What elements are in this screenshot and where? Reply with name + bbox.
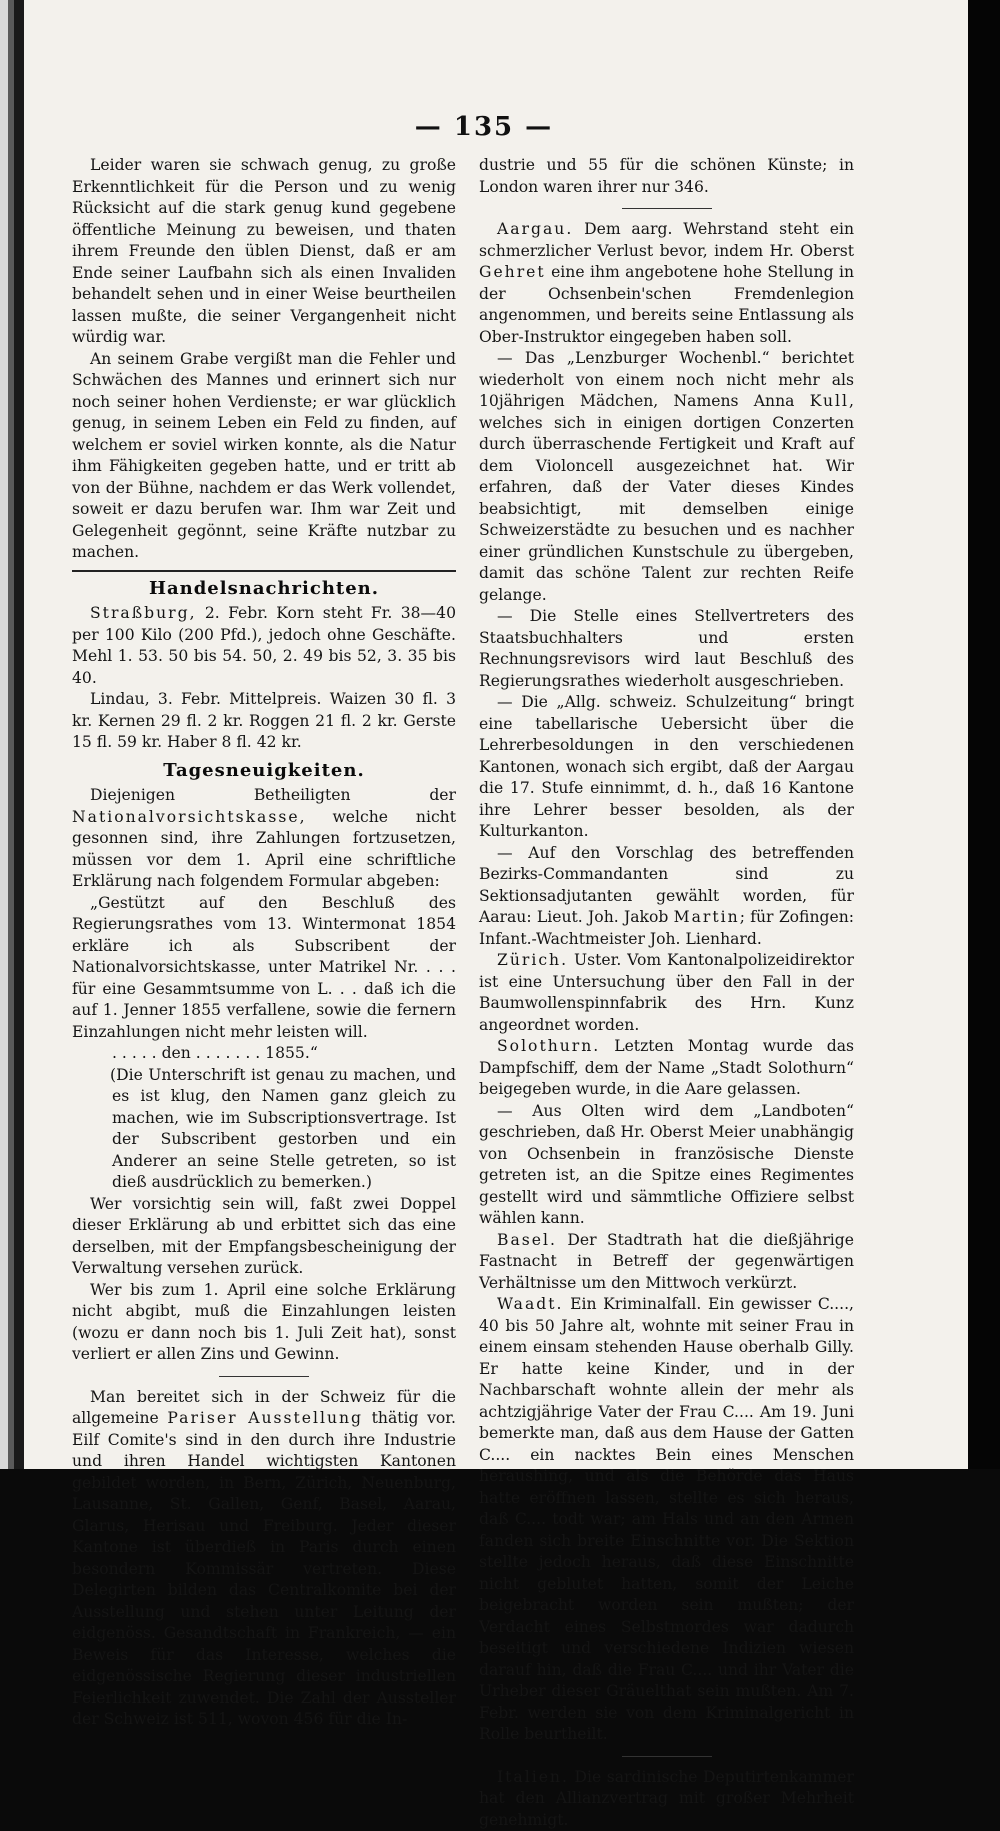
newspaper-page (24, 0, 968, 1469)
obituary-paragraph-2: An seinem Grabe vergißt man die Fehler und Schwächen des Mannes und erinnert sich nur noch seiner hohen Verdienste; er war glücklich genug, in seinem Leben ein Feld zu finden, auf welchem er soviel wirken konnte, als die Natur ihm Fähigkeiten gegeben hatte, und er tritt ab von der Bühne, nachdem er das Werk vollendet, soweit er dazu berufen war. Ihm war Zeit und Gelegenheit gegönnt, seine Kräfte nutzbar zu machen. (72, 349, 456, 564)
name-kull: Kull (810, 392, 849, 410)
news-waadt (479, 1294, 854, 1746)
news-aargau (479, 219, 854, 348)
name-martin: Martin (674, 908, 740, 926)
place-lindau: Lindau, (90, 690, 150, 708)
news-olten: — Aus Olten wird dem „Landboten“ geschrieben, daß Hr. Oberst Meier unabhängig von Ochsenbein in französische Dienste getreten ist, an die Spitze eines Regimentes gestellt wird und sämmtliche Offiziere selbst wählen kann. (479, 1101, 854, 1230)
news-solothurn (479, 1036, 854, 1101)
page-number: — 135 — (404, 112, 564, 142)
left-column (72, 155, 456, 1731)
news-einzahlungen: Wer bis zum 1. April eine solche Erklärung nicht abgibt, muß die Einzahlungen leisten (wozu er dann noch bis 1. Juli Zeit hat), sonst verliert er allen Zins und Gewinn. (72, 1280, 456, 1366)
news-basel (479, 1230, 854, 1295)
news-ausstellung-a: Man bereitet sich in der Schweiz für die allgemeine (72, 1388, 456, 1428)
heading-handelsnachrichten: Handelsnachrichten. (72, 578, 456, 600)
formular-text: „Gestützt auf den Beschluß des Regierungsrathes vom 13. Wintermonat 1854 erkläre ich als Subscribent der Nationalvorsichtskasse, unter Matrikel Nr. . . . für eine Gesammtsumme von L. . . daß ich die auf 1. Jenner 1855 verfallene, sowie die fernern Einzahlungen nicht mehr leisten will. (72, 893, 456, 1044)
news-italien-text: Die sardinische Deputirtenkammer hat den Allianzvertrag mit großer Mehrheit genehmigt. (479, 1768, 854, 1829)
news-ausstellung-name: Pariser Ausstellung (167, 1409, 363, 1427)
news-aargau-b: eine ihm angebotene hohe Stellung in der Ochsenbein'schen Fremdenlegion angenommen, und bereits seine Entlassung als Ober-Instruktor eingegeben haben soll. (479, 263, 854, 346)
news-waadt-text: Ein Kriminalfall. Ein gewisser C...., 40 bis 50 Jahre alt, wohnte mit seiner Frau in einem einsam stehenden Hause oberhalb Gilly. Er hatte keine Kinder, und in der Nachbarschaft wohnte allein der mehr als achtzigjährige Vater der Frau C.... Am 19. Juni bemerkte man, daß aus dem Hause der Gatten C.... ein nacktes Bein eines Menschen heraushing, und als die Behörde das Haus hatte eröffnen lassen, stellte es sich heraus, daß C.... todt war; am Hals und an den Armen fanden sich breite Einschnitte vor. Die Sektion stellte jedoch heraus, daß diese Einschnitte nicht geblutet hatten, somit der Leiche beigebracht worden sein mußten; der Verdacht eines Selbstmordes war dadurch beseitigt und verschiedene Indizien wiesen darauf hin, daß die Frau C.... und ihr Vater die Urheber dieser Gräuelthat sein mußten. Am 7. Febr. werden sie von dem Kriminalgericht in Rolle beurtheilt. (479, 1295, 854, 1743)
news-lenzburg (479, 348, 854, 606)
market-lindau-text: 3. Febr. Mittelpreis. Waizen 30 fl. 3 kr. Kernen 29 fl. 2 kr. Roggen 21 fl. 2 kr. Gerste 15 fl. 59 kr. Haber 8 fl. 42 kr. (72, 690, 456, 751)
news-vorsichtskasse-name: Nationalvorsichtskasse (72, 808, 300, 826)
article-divider (622, 208, 712, 209)
news-doppel: Wer vorsichtig sein will, faßt zwei Doppel dieser Erklärung ab und erbittet sich das eine derselben, mit der Empfangsbescheinigung der Verwaltung versehen zurück. (72, 1194, 456, 1280)
heading-tagesneuigkeiten: Tagesneuigkeiten. (72, 760, 456, 782)
news-vorsichtskasse-a: Diejenigen Betheiligten der (90, 786, 456, 804)
news-ausstellung (72, 1387, 456, 1731)
market-strassburg-text: 2. Febr. Korn steht Fr. 38—40 per 100 Kilo (200 Pfd.), jedoch ohne Geschäfte. Mehl 1. 53. 50 bis 54. 50, 2. 49 bis 52, 3. 35 bis 40. (72, 604, 456, 687)
place-waadt: Waadt. (497, 1295, 563, 1313)
name-gehret: Gehret (479, 263, 546, 281)
market-strassburg (72, 603, 456, 689)
news-italien (479, 1767, 854, 1831)
place-basel: Basel. (497, 1231, 557, 1249)
place-zurich: Zürich. (497, 951, 568, 969)
news-lenzburg-a: — Das „Lenzburger Wochenbl.“ berichtet wiederholt von einem noch nicht mehr als 10jährigen Mädchen, Namens Anna (479, 349, 854, 410)
news-aargau-a: Dem aarg. Wehrstand steht ein schmerzlicher Verlust bevor, indem Hr. Oberst (479, 220, 854, 260)
place-aargau: Aargau. (497, 220, 573, 238)
news-adjutanten-a: — Auf den Vorschlag des betreffenden Bezirks-Commandanten sind zu Sektionsadjutanten gewählt worden, für Aarau: Lieut. Joh. Jakob (479, 844, 854, 927)
news-schulzeitung: — Die „Allg. schweiz. Schulzeitung“ bringt eine tabellarische Uebersicht über die Lehrerbesoldungen in den verschiedenen Kantonen, wonach sich ergibt, daß der Aargau die 17. Stufe einnimmt, d. h., daß 16 Kantone ihre Lehrer besser besolden, als der Kulturkanton. (479, 692, 854, 843)
market-lindau (72, 689, 456, 754)
place-solothurn: Solothurn. (497, 1037, 600, 1055)
obituary-paragraph-1: Leider waren sie schwach genug, zu große Erkenntlichkeit für die Person und zu wenig Rücksicht auf die stark genug kund gegebene öffentliche Meinung zu beweisen, und thaten ihrem Freunde den üblen Dienst, daß er am Ende seiner Laufbahn sich als einen Invaliden behandelt sehen und in einer Weise beurtheilen lassen mußte, die seiner Vergangenheit nicht würdig war. (72, 155, 456, 349)
news-vorsichtskasse-b: , welche nicht gesonnen sind, ihre Zahlungen fortzusetzen, müssen vor dem 1. April eine schriftliche Erklärung nach folgendem Formular abgeben: (72, 808, 456, 891)
news-zurich (479, 950, 854, 1036)
article-divider (622, 1756, 712, 1757)
binding-edge (0, 0, 24, 1469)
news-vorsichtskasse (72, 785, 456, 893)
scan-background-right (968, 0, 1000, 1469)
news-basel-text: Der Stadtrath hat die dießjährige Fastnacht in Betreff der gegenwärtigen Verhältnisse um den Mittwoch verkürzt. (479, 1231, 854, 1292)
news-adjutanten (479, 843, 854, 951)
news-lenzburg-b: , welches sich in einigen dortigen Conzerten durch überraschende Fertigkeit und Kraft auf dem Violoncell ausgezeichnet hat. Wir erfahren, daß der Vater dieses Kindes beabsichtigt, mit demselben einige Schweizerstädte zu besuchen und es nachher einer gründlichen Kunstschule zu übergeben, damit das schöne Talent zur rechten Reife gelange. (479, 392, 854, 604)
news-zurich-text: Uster. Vom Kantonalpolizeidirektor ist eine Untersuchung über den Fall in der Baumwollenspinnfabrik des Hrn. Kunz angeordnet worden. (479, 951, 854, 1034)
place-italien: Italien. (497, 1768, 569, 1786)
formular-note: (Die Unterschrift ist genau zu machen, und es ist klug, den Namen ganz gleich zu machen, wie im Subscriptionsvertrage. Ist der Subscribent gestorben und ein Anderer an seine Stelle getreten, so ist dieß ausdrücklich zu bemerken.) (72, 1065, 456, 1194)
right-column (479, 155, 854, 1831)
news-ausstellung-continued: dustrie und 55 für die schönen Künste; in London waren ihrer nur 346. (479, 155, 854, 198)
news-ausstellung-b: thätig vor. Eilf Comite's sind in den durch ihre Industrie und ihren Handel wichtigsten Kantonen gebildet worden, in Bern, Zürich, Neuenburg, Lausanne, St. Gallen, Genf, Basel, Aarau, Glarus, Herisau und Freiburg. Jeder dieser Kantone ist überdieß in Paris durch einen besondern Kommissär vertreten. Diese Delegirten bilden das Centralkomite bei der Ausstellung und stehen unter Leitung der eidgenöss. Gesandtschaft in Frankreich, — ein Beweis für das Interesse, welches die eidgenössische Regierung dieser industriellen Feierlichkeit zuwendet. Die Zahl der Aussteller der Schweiz ist 511, wovon 456 für die In- (72, 1409, 456, 1728)
formular-dateline: . . . . . den . . . . . . . 1855.“ (72, 1043, 456, 1065)
article-divider (219, 1376, 309, 1377)
news-adjutanten-b: ; für Zofingen: Infant.-Wachtmeister Joh. Lienhard. (479, 908, 854, 948)
news-solothurn-text: Letzten Montag wurde das Dampfschiff, dem der Name „Stadt Solothurn“ beigegeben wurde, in die Aare gelassen. (479, 1037, 854, 1098)
news-stellvertreter: — Die Stelle eines Stellvertreters des Staatsbuchhalters und ersten Rechnungsrevisors wird laut Beschluß des Regierungsrathes wiederholt ausgeschrieben. (479, 606, 854, 692)
place-strassburg: Straßburg, (90, 604, 197, 622)
section-divider (72, 570, 456, 572)
